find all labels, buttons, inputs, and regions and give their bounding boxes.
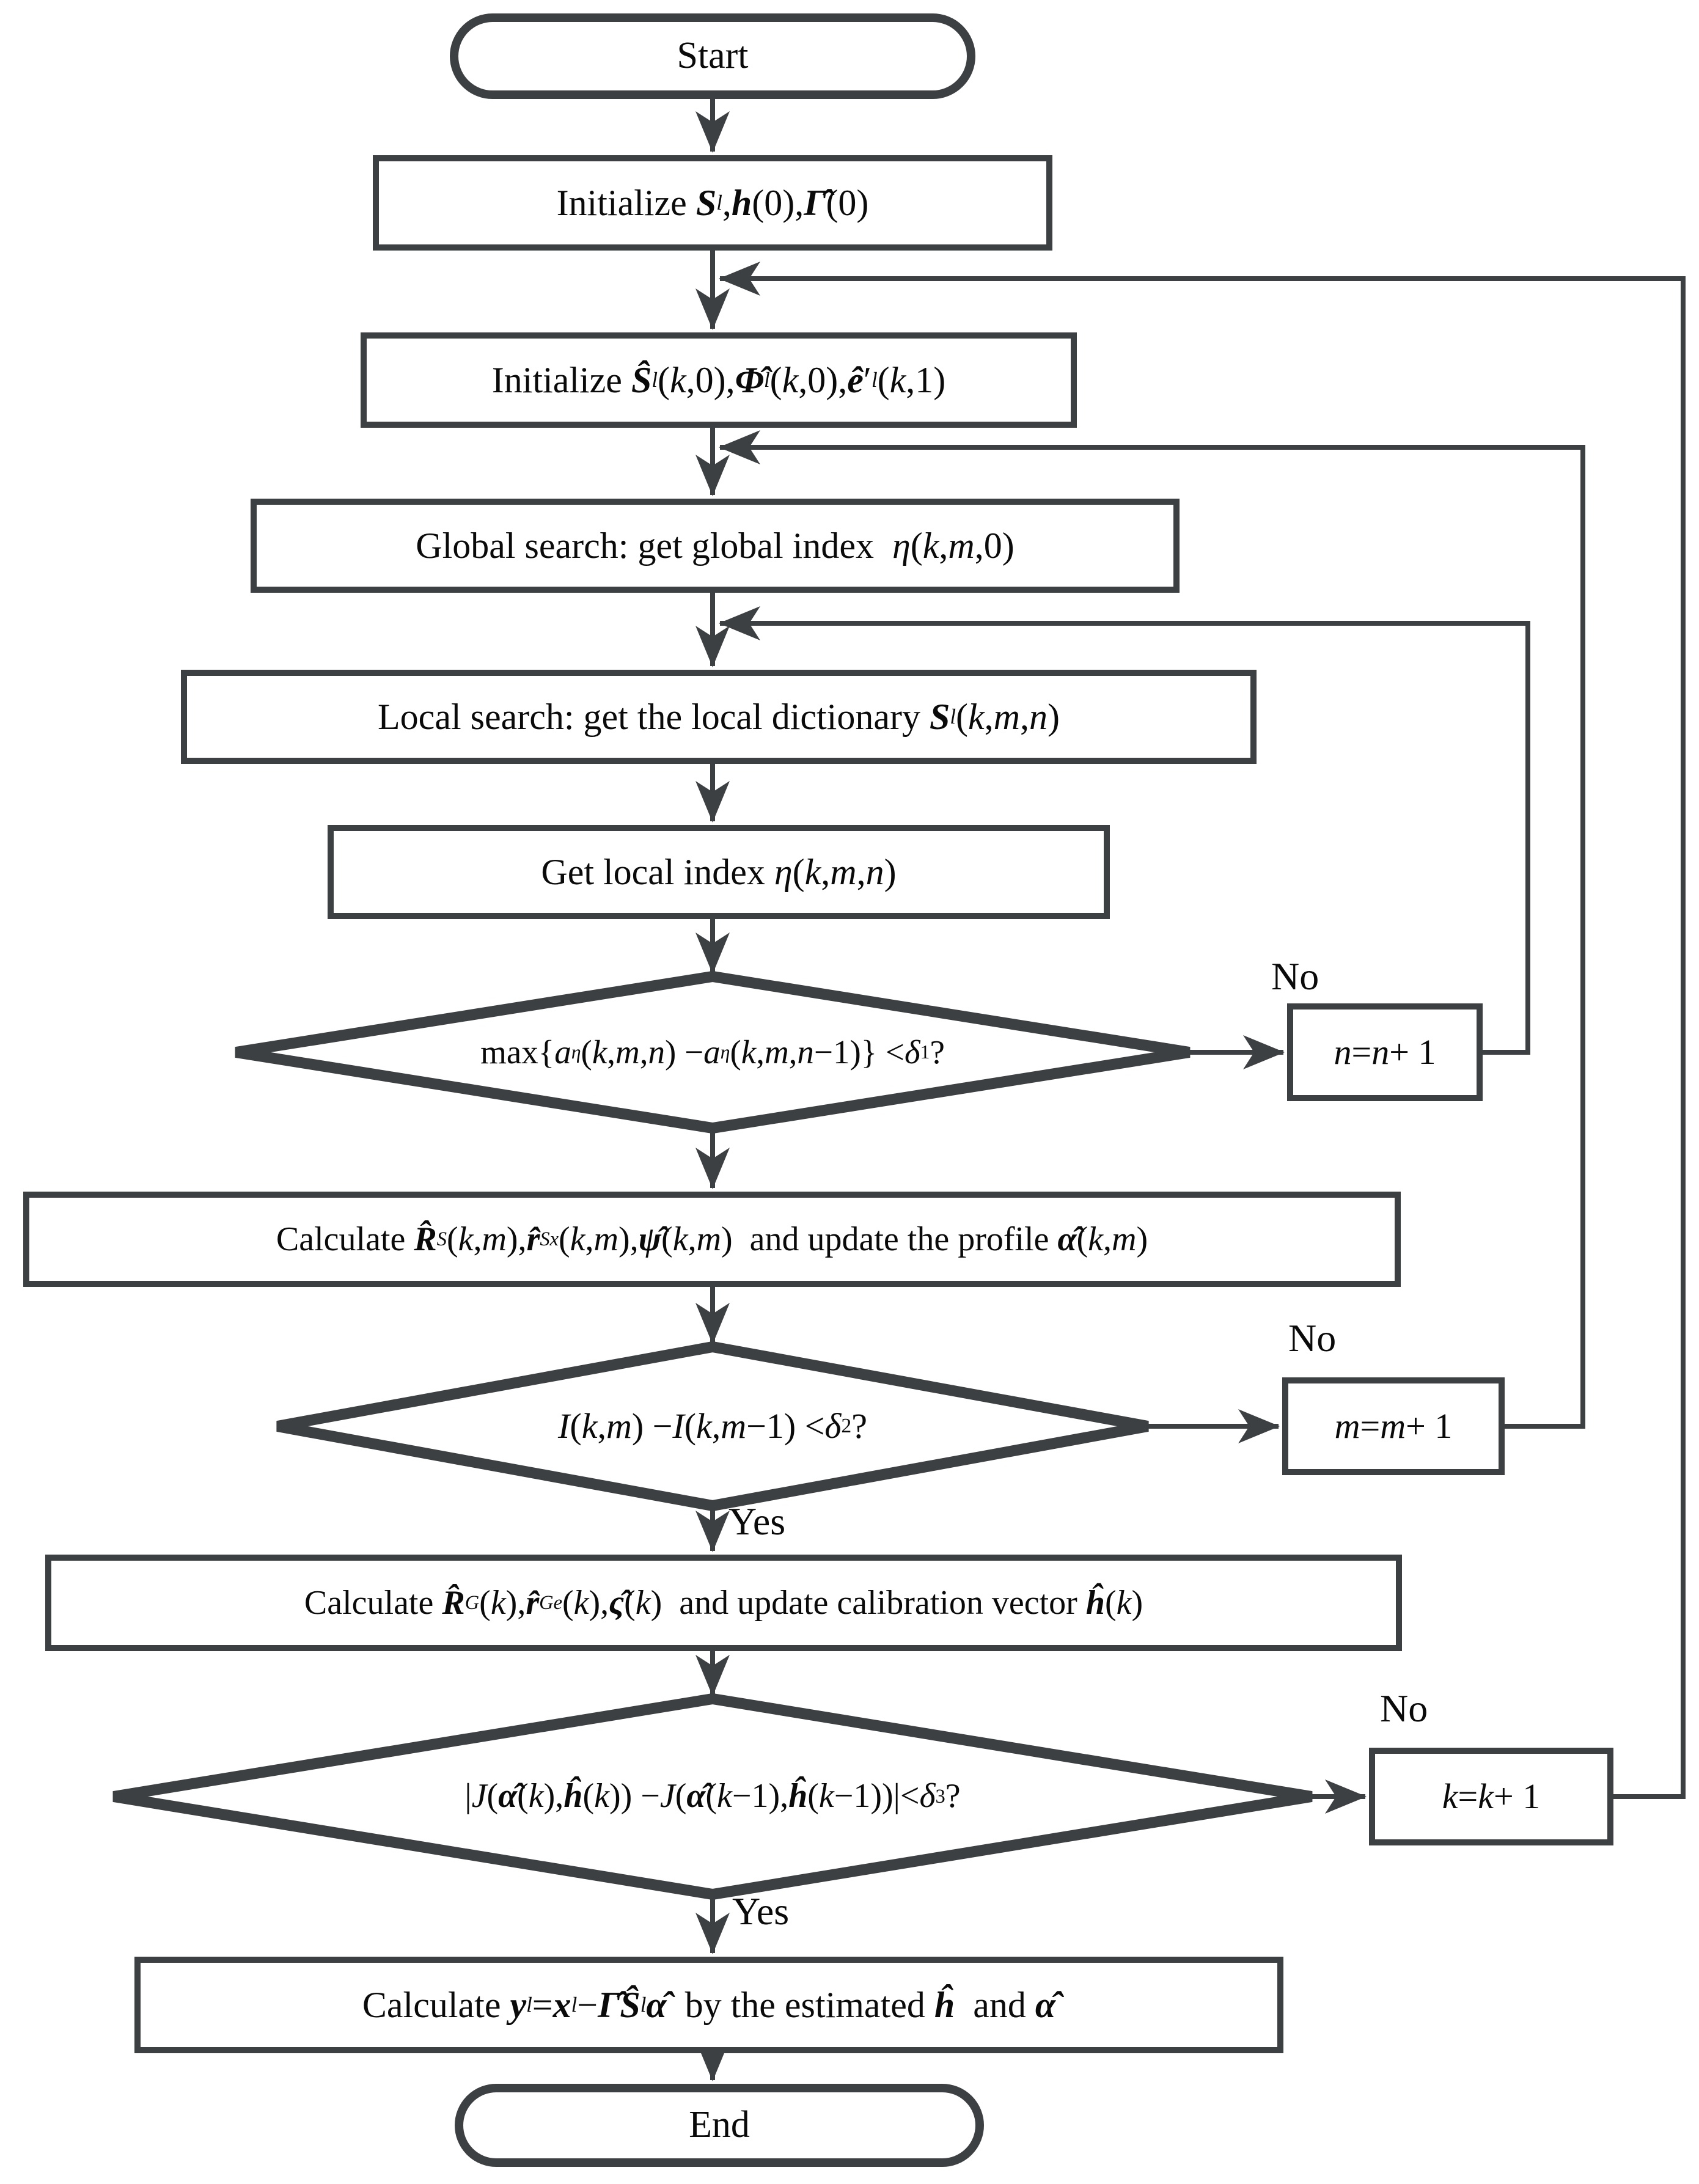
loop-box-increment-k: k = k + 1 <box>1369 1748 1613 1845</box>
end-terminator: End <box>455 2084 984 2167</box>
process-box-calculate-profile: Calculate R̂ S ( k , m ), r̂ Sx ( k , m ), ψ̂ ( k , m ) and update the profile α̂ ( k , m ) <box>23 1192 1401 1287</box>
start-terminator: Start <box>450 13 975 99</box>
loop-box-increment-m: m = m + 1 <box>1282 1377 1505 1475</box>
decision-text-delta1: max{ a η ( k , m , n ) − a η ( k , m , n −1)} < δ 1 ? <box>480 1033 945 1071</box>
branch-label-no-1: No <box>1271 955 1319 998</box>
loop-box-increment-n: n = n + 1 <box>1287 1003 1483 1101</box>
process-box-local-search: Local search: get the local dictionary S l ( k , m , n ) <box>181 670 1257 764</box>
branch-label-no-2: No <box>1288 1316 1337 1360</box>
branch-label-yes-3: Yes <box>732 1889 790 1933</box>
branch-label-no-3: No <box>1380 1687 1428 1730</box>
process-box-calculate-output: Calculate y l = x l − Γ̂Ŝ l α̂ by the estimated ĥ and α̂ <box>134 1957 1283 2053</box>
process-box-get-local-index: Get local index η ( k , m , n ) <box>328 825 1110 919</box>
decision-text-delta3: | J ( α̂ ( k ), ĥ ( k )) − J ( α̂ ( k −1), ĥ ( k −1)) | < δ 3 ? <box>464 1777 961 1816</box>
process-box-initialize-1: Initialize S l , h (0), Γ̂ (0) <box>373 155 1052 251</box>
process-box-initialize-2: Initialize Ŝ l ( k ,0), Φ̂ l ( k ,0), ê ′ l ( k ,1) <box>361 332 1077 428</box>
branch-label-yes-2: Yes <box>728 1500 786 1543</box>
decision-text-delta2: I ( k , m ) − I ( k , m −1) < δ 2 ? <box>558 1406 867 1446</box>
process-box-calculate-calibration: Calculate R̂ G ( k ), r̂ Ge ( k ), ς̂ ( k ) and update calibration vector ĥ ( k ) <box>45 1555 1402 1651</box>
process-box-global-search: Global search: get global index η ( k , m ,0) <box>251 499 1180 593</box>
